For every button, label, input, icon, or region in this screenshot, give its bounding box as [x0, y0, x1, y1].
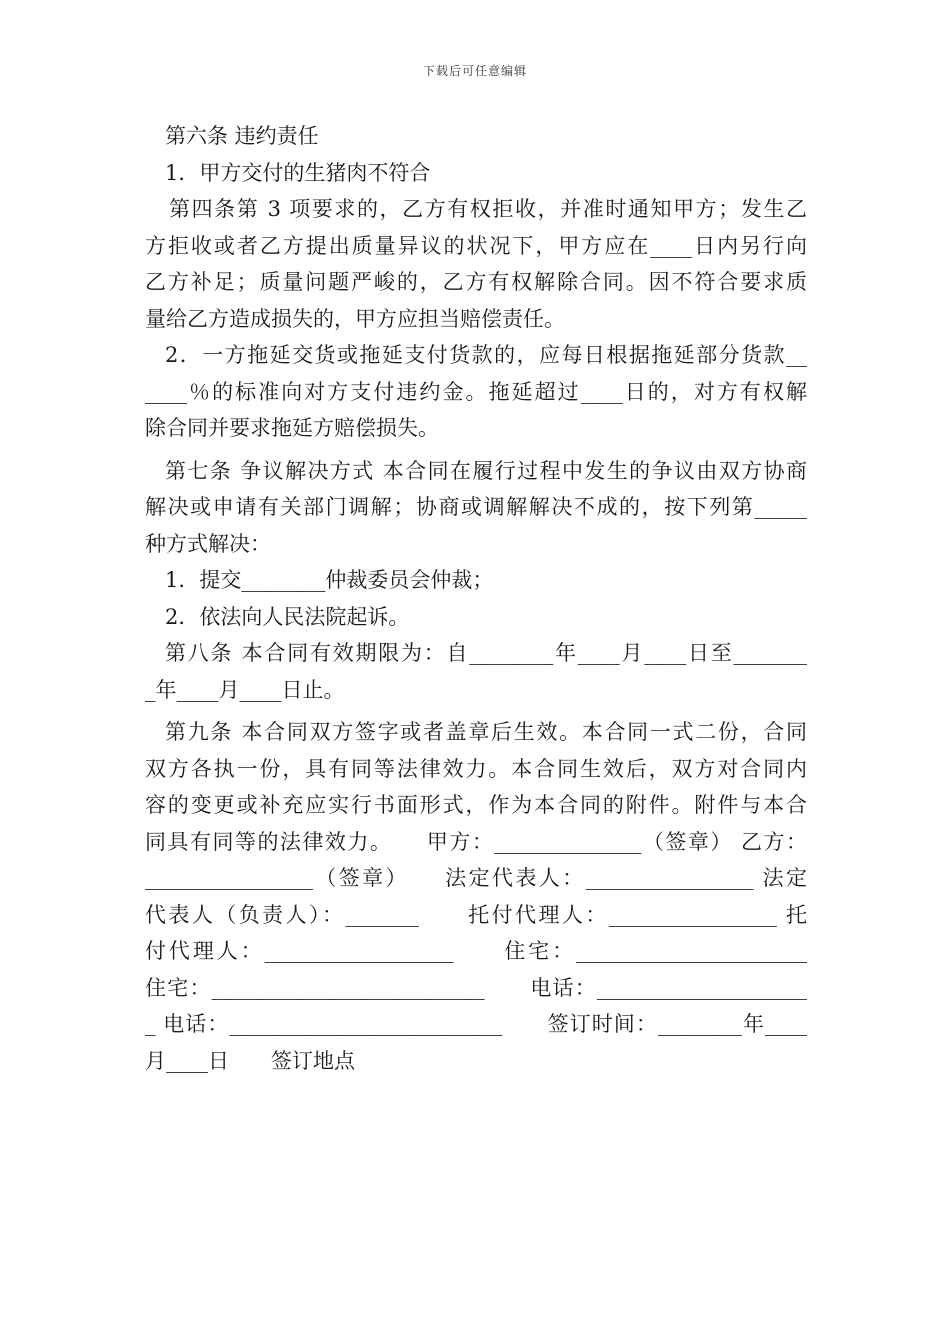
article-6-heading: 第六条 违约责任: [165, 124, 319, 148]
article-7-heading: 第七条 争议解决方式 本合同在履行过程中发生的争议由双方协商: [165, 458, 807, 483]
signature-line: ________________（签章） 法定代表人：________________ 法定: [145, 866, 807, 890]
article-9-heading: 第九条 本合同双方签字或者盖章后生效。本合同一式二份，合同: [165, 720, 807, 744]
paragraph-line: 方拒收或者乙方提出质量异议的状况下，甲方应在____日内另行向: [145, 233, 807, 258]
paragraph-line: ____％的标准向对方支付违约金。拖延超过____日的，对方有权解: [145, 379, 807, 404]
article-7-option-2: 2．依法向人民法院起诉。: [165, 604, 410, 629]
article-7-option-1: 1．提交________仲裁委员会仲裁；: [165, 568, 494, 592]
paragraph-line: 容的变更或补充应实行书面形式，作为本合同的附件。附件与本合: [145, 793, 807, 817]
paragraph-line: 双方各执一份，具有同等法律效力。本合同生效后，双方对合同内: [145, 756, 807, 781]
signature-line: 住宅：__________________________ 电话：____________________: [145, 975, 807, 1000]
signature-line: 付代理人：__________________ 住宅：______________________: [145, 939, 807, 963]
page-header: 下载后可任意编辑: [422, 64, 527, 78]
signature-line: 同具有同等的法律效力。 甲方：______________（签章） 乙方：: [145, 829, 807, 854]
paragraph-line: 除合同并要求拖延方赔偿损失。: [145, 416, 439, 440]
paragraph-line: 第四条第 3 项要求的，乙方有权拒收，并准时通知甲方；发生乙: [169, 197, 807, 221]
article-8-heading: 第八条 本合同有效期限为：自________年____月____日至_______: [165, 641, 807, 665]
signature-line: 代表人（负责人）：_______ 托付代理人：________________ 托: [145, 902, 807, 927]
article-6-clause-2: 2．一方拖延交货或拖延支付货款的，应每日根据拖延部分货款__: [165, 343, 807, 367]
paragraph-line: 乙方补足；质量问题严峻的，乙方有权解除合同。因不符合要求质: [145, 270, 807, 294]
document-body: [145, 118, 807, 1079]
paragraph-line: 量给乙方造成损失的，甲方应担当赔偿责任。: [145, 306, 565, 331]
signature-line: 月____日 签订地点: [145, 1048, 355, 1073]
article-6-clause-1: 1．甲方交付的生猪肉不符合: [165, 160, 431, 185]
paragraph-line: _年____月____日止。: [145, 677, 345, 702]
paragraph-line: 种方式解决：: [145, 531, 271, 556]
signature-line: _ 电话：__________________________ 签订时间：________年____: [145, 1012, 807, 1036]
paragraph-line: 解决或申请有关部门调解；协商或调解解决不成的，按下列第_____: [145, 495, 807, 519]
